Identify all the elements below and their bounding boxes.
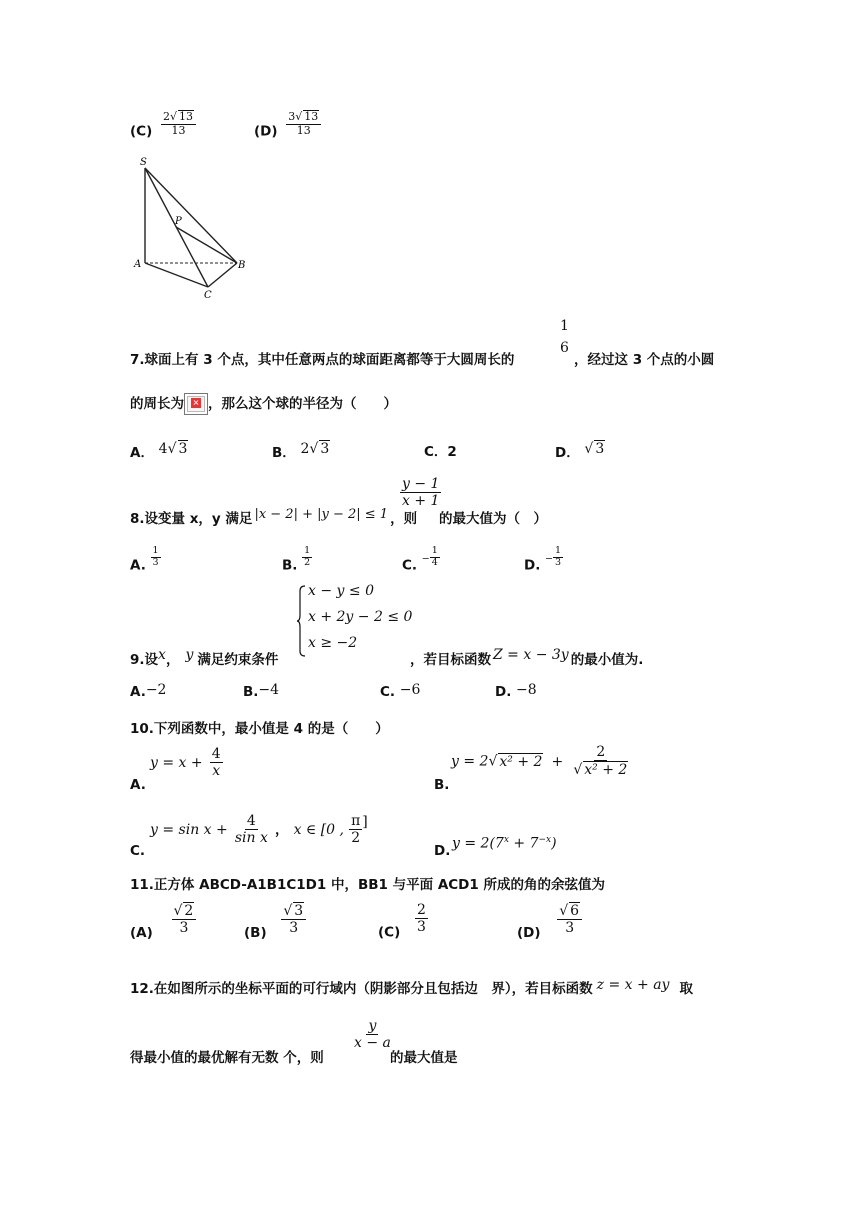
q10-option-b-label: B. [434, 777, 450, 793]
q6-option-c-fraction: $\frac{2√ 13}{13}$ [161, 110, 196, 137]
left-brace-icon [296, 585, 306, 657]
label-s: S [140, 157, 147, 168]
q10-stem: 10.下列函数中，最小值是 4 的是（ ） [130, 721, 389, 737]
q12-fraction: $\frac{y}{x - a}$ [354, 1018, 391, 1052]
q8-option-a: A. $\frac{1}{3}$ [130, 545, 159, 574]
q10-option-d-formula: $y = 2(7^x + 7^{-x})$ [452, 835, 557, 852]
q6-option-d-fraction: $\frac{3√ 13}{13}$ [286, 110, 321, 137]
q12-objective: z = x + ay [596, 977, 670, 993]
q7-fraction: 1 6 [560, 318, 569, 357]
q10-option-c-label: C. [130, 843, 146, 859]
q6-pyramid-figure [128, 150, 258, 300]
q8-stem: 8.设变量 x，y 满足 |x − 2| + |y − 2| ≤ 1 ，则 [130, 507, 418, 527]
q12-line2: 得最小值的最优解有无数 个，则 [130, 1050, 324, 1066]
label-b: B [238, 260, 246, 271]
q8-stem-tail: 的最大值为（ ） [439, 511, 547, 527]
q7-line1: 7.球面上有 3 个点，其中任意两点的球面距离都等于大圆周长的 [130, 352, 515, 368]
q8-option-c: C. − $\frac{1}{4}$ [402, 545, 438, 574]
q10-option-b-formula: y = 2√ x² + 2 + $\frac{2}{\text{√ x² + 2}}$ [451, 744, 628, 779]
q9-constraint-1: x − y ≤ 0 [308, 583, 374, 599]
q8-fraction: $\frac{y - 1}{x + 1}$ [402, 476, 440, 510]
label-p: P [175, 216, 182, 227]
q6-option-d [254, 110, 321, 140]
q8-condition: |x − 2| + |y − 2| ≤ 1 [254, 507, 389, 522]
q9-constraint-2: x + 2y − 2 ≤ 0 [308, 609, 413, 625]
q9-stem: 9.设x， y 满足约束条件 [130, 647, 279, 668]
q9-option-d: D. −8 [495, 682, 537, 700]
q8-option-b: B. $\frac{1}{2}$ [282, 545, 311, 574]
q8-option-d: D. − $\frac{1}{3}$ [524, 545, 562, 574]
q7-option-a: A． 4√ 3 [130, 441, 188, 461]
edge-ac [145, 263, 208, 287]
label-a: A [134, 259, 142, 270]
q11-option-b: (B) $\frac{√ 3}{3}$ [244, 902, 306, 941]
q10-option-d-label: D. [434, 843, 451, 859]
q6-option-c [130, 110, 196, 140]
q11-option-a: (A) $\frac{√ 2}{3}$ [130, 902, 196, 941]
label-c: C [204, 290, 212, 300]
q9-constraint-3: x ≥ −2 [308, 635, 358, 651]
q7-option-d: D． √ 3 [555, 441, 605, 461]
broken-image-icon: × [184, 393, 208, 415]
q11-option-c: (C) $\frac{2}{3}$ [378, 902, 426, 941]
q10-option-a-formula: y = x + $\frac{4}{x}$ [150, 746, 221, 780]
q6-option-c-label: (C) [130, 123, 153, 140]
q9-stem-tail: ，若目标函数 Z = x − 3y 的最小值为. [410, 647, 644, 668]
edge-cb [208, 263, 237, 287]
q12-line1: 12.在如图所示的坐标平面的可行域内（阴影部分且包括边 界），若目标函数 z = x + ay 取 [130, 977, 693, 997]
q9-option-b: B.−4 [243, 682, 280, 700]
q7-line2: 的周长为 × ，那么这个球的半径为（ ） [130, 392, 397, 415]
q7-option-b: B． 2√ 3 [272, 441, 330, 461]
q7-line1-tail: ，经过这 3 个点的小圆 [574, 352, 715, 368]
edge-sb [145, 168, 237, 263]
q11-option-d: (D) $\frac{√ 6}{3}$ [517, 902, 582, 941]
q10-option-c-formula: y = sin x + $\frac{4}{\text{sin x}}$ ， x ∈ [0 , $\frac{\pi}{2}$ ] [150, 813, 368, 847]
q10-option-a-label: A. [130, 777, 146, 793]
q7-option-c: C．2 [424, 444, 457, 460]
q6-option-d-label: (D) [254, 123, 278, 140]
q9-option-a: A.−2 [130, 682, 167, 700]
q9-option-c: C. −6 [380, 682, 421, 700]
q12-line2-tail: 的最大值是 [390, 1050, 458, 1066]
q9-objective: Z = x − 3y [493, 647, 569, 663]
q11-stem: 11.正方体 ABCD-A1B1C1D1 中，BB1 与平面 ACD1 所成的角的余弦值为 [130, 877, 605, 893]
